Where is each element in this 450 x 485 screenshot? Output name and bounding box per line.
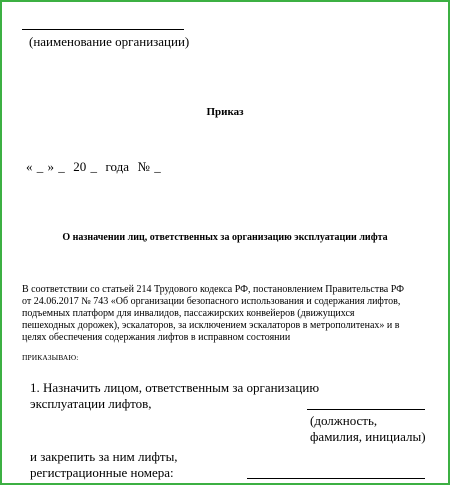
number-blank: _ [154,159,161,174]
date-and-number-line [26,159,161,175]
date-year-blank: _ [90,159,97,174]
order-subject: О назначении лиц, ответственных за организацию эксплуатации лифта [62,232,388,243]
order-directive-word: ПРИКАЗЫВАЮ: [22,353,79,362]
position-caption-line: (должность, [310,413,378,428]
item2-line: регистрационные номера: [30,465,174,480]
organization-name-line [22,29,184,30]
preamble-line: В соответствии со статьей 214 Трудового кодекса РФ, постановлением Правительства РФ [22,284,405,295]
item2-line: и закрепить за ним лифты, [30,449,178,464]
position-name-line [307,409,425,410]
number-sign: № [137,159,150,174]
date-day-blank: _ [36,159,44,174]
preamble-paragraph [22,284,432,344]
date-close-quote: » [47,159,54,174]
date-century: 20 [73,159,87,174]
organization-caption: (наименование организации) [29,34,190,49]
document-title: Приказ [206,106,244,118]
item1-line: 1. Назначить лицом, ответственным за организацию [30,380,320,395]
position-caption [310,413,426,445]
preamble-line: подъемных платформ для инвалидов, пассажирских конвейеров (движущихся [22,308,355,319]
preamble-line: целях обеспечения содержания лифтов в исправном состоянии [22,332,291,343]
order-item-1-continuation [30,449,178,481]
date-open-quote: « [26,159,33,174]
date-year-word: года [105,159,130,174]
registration-numbers-line [247,478,425,479]
preamble-line: пешеходных дорожек), эскалаторов, за исключением эскалаторов в метрополитенах» и в [22,320,400,331]
preamble-line: от 24.06.2017 № 743 «Об организации безопасного использования и содержания лифтов, [22,296,401,307]
date-month-blank: _ [58,159,65,174]
order-item-1 [30,380,319,412]
position-caption-line: фамилия, инициалы) [310,429,426,444]
item1-line: эксплуатации лифтов, [30,396,152,411]
